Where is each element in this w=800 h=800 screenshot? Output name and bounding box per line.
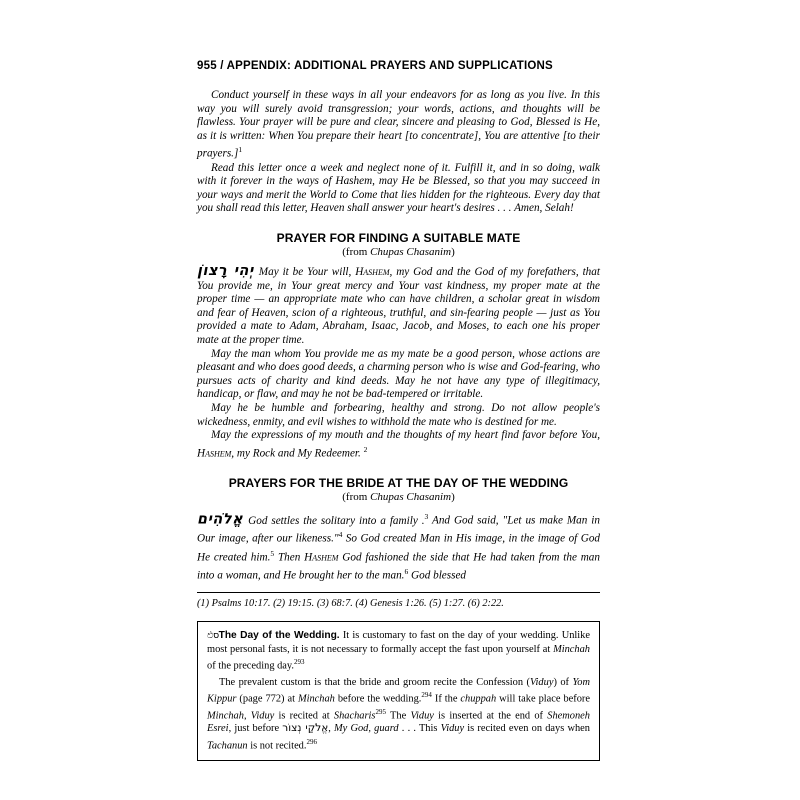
box-p2-d: before the wedding.	[334, 693, 422, 705]
box-p2-c: (page 772) at	[236, 693, 298, 705]
box-note-ref-294: 294	[421, 691, 432, 700]
intro-paragraph-2: Read this letter once a week and neglect none of it. Fulfill it, and in so doing, walk with it forever in the ways of Hashem, may He be Blessed, so that you may succeed in your ways and merit the World to Come that lies hidden for the righteous. Every day that you shall read this letter, Heaven shall answer your heart's desires . . . Amen, Selah!	[197, 161, 600, 215]
footnote-ref-3: 3	[424, 512, 429, 522]
divine-name-hashem-1: Hashem	[355, 266, 390, 279]
box-p2-i7: Shacharis	[333, 710, 376, 722]
section1-p4-b: , my Rock and My Redeemer.	[231, 447, 364, 460]
section1-paragraph-3: May he be humble and forbearing, healthy and strong. Do not allow people's wickedness, enmity, and evil wishes to withhold the mate who is destined for me.	[197, 402, 600, 428]
box-p2-i3: Minchah	[297, 693, 335, 705]
box-note-ref-296: 296	[306, 737, 317, 746]
section1-source-name: Chupas Chasanim	[370, 246, 452, 259]
box-p2-a: The prevalent custom is that the bride and groom recite the Confession (	[219, 677, 530, 689]
box-p2-i5: Minchah	[207, 710, 244, 722]
box-p2-f: will take place before	[496, 693, 590, 705]
footnote-ref-6: 6	[404, 567, 409, 577]
header-separator: /	[220, 60, 224, 72]
footnote-ref-5: 5	[270, 548, 275, 558]
section-title-bride-wedding-day: PRAYERS FOR THE BRIDE AT THE DAY OF THE WEDDING	[228, 476, 569, 491]
section2-source-suffix: )	[451, 491, 455, 504]
intro-paragraph-1	[197, 89, 600, 162]
section2-source-prefix: (from	[342, 491, 371, 504]
section2-source-name: Chupas Chasanim	[370, 491, 452, 504]
body-column	[197, 89, 600, 761]
section2-source	[197, 491, 600, 503]
footnote-ref-1: 1	[238, 145, 243, 155]
box-p1-b: of the preceding day.	[207, 660, 295, 672]
section1-p1-b: , my God and the God of my forefathers, that You provide me, in Your great mercy and Your vast kindness, my proper mate at the proper time — an appropriate mate who can have children, a scholar great in wisdom and fear of Heaven, scion of a righteous, truthful, and sin-fearing people — just as You provided a mate to Adam, Abraham, Isaac, Jacob, and Moses, to each one his proper mate at the proper time.	[197, 266, 600, 347]
page-header	[197, 60, 600, 72]
box-p2-i1: Viduy	[529, 677, 554, 689]
box-p2-i12: Tachanun	[207, 739, 248, 751]
box-p2-g: ,	[243, 710, 251, 722]
divine-name-hashem-2: Hashem	[197, 447, 232, 460]
hebrew-opening-elohim: אֱלֹהִים	[197, 511, 244, 528]
footnote-ref-2: 2	[363, 444, 368, 454]
box-p2-h: is recited at	[274, 710, 334, 722]
box-p1-a: It is customary to fast on the day of your wedding. Unlike most personal fasts, it is not necessary to formally accept the fast upon yourself at	[207, 630, 590, 655]
footnote-list: (1) Psalms 10:17. (2) 19:15. (3) 68:7. (4) Genesis 1:26. (5) 1:27. (6) 2:22.	[197, 598, 504, 610]
box-paragraph-1	[207, 629, 590, 672]
box-p2-i10: My God, guard	[334, 723, 399, 735]
box-p2-b: ) of	[553, 677, 573, 689]
box-p2-o: is not recited.	[247, 739, 307, 751]
section2-p1-a: God settles the solitary into a family .	[248, 514, 425, 527]
box-p2-i11: Viduy	[440, 723, 465, 735]
box-p1-italic-minchah: Minchah	[553, 643, 590, 655]
section1-p1-a: May it be Your will,	[258, 266, 356, 279]
footnote-ref-4: 4	[338, 530, 343, 540]
box-p2-i6: Viduy	[250, 710, 275, 722]
box-paragraph-2	[207, 676, 590, 752]
box-p2-k: , just before	[228, 723, 283, 735]
header-title: APPENDIX: ADDITIONAL PRAYERS AND SUPPLICATIONS	[226, 60, 553, 72]
box-p2-i: The	[385, 710, 411, 722]
box-p2-i8: Viduy	[410, 710, 434, 722]
box-p2-n: is recited even on days when	[464, 723, 590, 735]
box-p2-l: ,	[328, 723, 335, 735]
divine-name-hashem-3: Hashem	[304, 551, 339, 564]
section1-source-prefix: (from	[342, 246, 371, 259]
section-title-suitable-mate: PRAYER FOR FINDING A SUITABLE MATE	[276, 231, 521, 246]
box-note-ref-293: 293	[294, 657, 305, 666]
hebrew-elokai-netzor: אֱלֹקַי נְצוֹר	[282, 722, 329, 735]
intro-paragraph-1-text: Conduct yourself in these ways in all your endeavors for as long as you live. In this way you will surely avoid transgression; your words, actions, and thoughts will be flawless. Your prayer will be pure and clear, sincere and pleasing to God, Blessed is He, as it is written: When You prepare their heart [to concentrate], You are attentive [to their prayers.]	[197, 89, 600, 161]
section1-p4-a: May the expressions of my mouth and the thoughts of my heart find favor before You,	[211, 429, 600, 442]
commentary-box-day-of-wedding	[197, 621, 600, 761]
section2-p1-c: So God created Man in His image, in the image of God He created him.	[197, 533, 601, 564]
hebrew-opening-yehi-ratzon: יְהִי רָצוֹן	[197, 263, 254, 280]
section2-p1-b: And God said, "Let us make Man in Our image, after our likeness."	[197, 514, 600, 546]
box-p2-i9: Shemoneh Esrei	[207, 710, 590, 735]
footnote-divider	[197, 592, 600, 593]
box-p2-i2: Yom Kippur	[207, 677, 590, 705]
box-p2-i4: chuppah	[460, 693, 497, 705]
section2-p1-e: God fashioned the side that He had taken from the man into a woman, and He brought her to the man.	[197, 551, 600, 582]
section1-source	[197, 246, 600, 258]
section2-paragraph-1	[197, 510, 600, 583]
section1-paragraph-2: May the man whom You provide me as my mate be a good person, whose actions are pleasant and who does good deeds, a charming person who is wise and God-fearing, who pursues acts of charity and kind deeds. May he not have any type of illegitimacy, handicap, or flaw, and may he not be bad-tempered or irritable.	[197, 347, 600, 401]
section1-paragraph-4	[197, 429, 600, 461]
section1-paragraph-1	[197, 265, 600, 348]
box-heading: The Day of the Wedding.	[218, 630, 340, 642]
section2-p1-f: God blessed	[408, 569, 467, 582]
box-p2-e: If the	[431, 693, 461, 705]
box-p2-j: is inserted at the end of	[433, 710, 548, 722]
section1-source-suffix: )	[451, 246, 455, 259]
pilcrow-icon: ඵס	[207, 630, 219, 642]
box-p2-m: . . . This	[398, 723, 441, 735]
section2-p1-d: Then	[274, 551, 305, 564]
box-note-ref-295: 295	[375, 707, 386, 716]
header-page-number: 955	[197, 60, 217, 72]
